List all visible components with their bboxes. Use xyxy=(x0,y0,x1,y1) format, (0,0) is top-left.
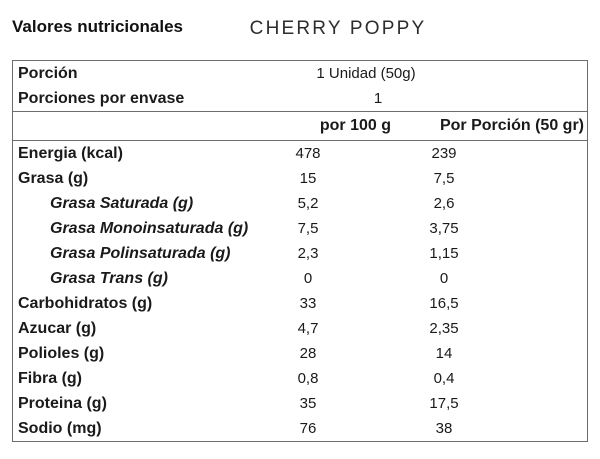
nutrient-row-azucar xyxy=(13,316,587,341)
section-title: Valores nutricionales xyxy=(12,17,184,36)
nutrient-row-carbohidratos xyxy=(13,291,587,316)
value-per-portion: 1,15 xyxy=(429,245,459,262)
value-per-portion: 17,5 xyxy=(429,395,459,412)
nutrient-label: Energia (kcal) xyxy=(18,145,123,162)
serving-size-label: Porción xyxy=(18,65,78,82)
value-per-100g: 76 xyxy=(299,420,317,437)
nutrient-label: Grasa Polinsaturada (g) xyxy=(50,245,231,262)
nutrient-label: Proteina (g) xyxy=(18,395,107,412)
nutrient-row-grasa-monoinsaturada xyxy=(13,216,587,241)
serving-size-value: 1 Unidad (50g) xyxy=(316,65,416,82)
value-per-100g: 15 xyxy=(299,170,317,187)
nutrient-label: Grasa Saturada (g) xyxy=(50,195,194,212)
nutrient-row-grasa-trans xyxy=(13,266,587,291)
value-per-100g: 5,2 xyxy=(297,195,319,212)
value-per-portion: 2,6 xyxy=(433,195,455,212)
servings-per-pack-value: 1 xyxy=(373,90,383,107)
nutrient-row-grasa-polinsaturada xyxy=(13,241,587,266)
value-per-portion: 14 xyxy=(435,345,453,362)
serving-size-row xyxy=(13,61,587,86)
value-per-100g: 478 xyxy=(295,145,321,162)
value-per-100g: 33 xyxy=(299,295,317,312)
value-per-100g: 7,5 xyxy=(297,220,319,237)
value-per-100g: 0,8 xyxy=(297,370,319,387)
value-per-portion: 0 xyxy=(439,270,449,287)
value-per-portion: 7,5 xyxy=(433,170,455,187)
value-per-portion: 3,75 xyxy=(429,220,459,237)
nutrition-table xyxy=(12,60,588,442)
nutrient-row-grasa xyxy=(13,166,587,191)
nutrient-row-fibra xyxy=(13,366,587,391)
nutrient-label: Sodio (mg) xyxy=(18,420,102,437)
product-name: CHERRY POPPY xyxy=(249,18,427,39)
nutrient-label: Carbohidratos (g) xyxy=(18,295,153,312)
nutrient-row-sodio xyxy=(13,416,587,441)
servings-per-pack-row xyxy=(13,86,587,111)
nutrient-row-polioles xyxy=(13,341,587,366)
nutrient-row-grasa-saturada xyxy=(13,191,587,216)
value-per-100g: 35 xyxy=(299,395,317,412)
value-per-portion: 0,4 xyxy=(433,370,455,387)
nutrient-row-proteina xyxy=(13,391,587,416)
column-header-per-100g: por 100 g xyxy=(319,117,391,134)
value-per-100g: 0 xyxy=(303,270,313,287)
value-per-100g: 2,3 xyxy=(297,245,319,262)
value-per-portion: 38 xyxy=(435,420,453,437)
column-header-row xyxy=(13,111,587,141)
nutrient-label: Fibra (g) xyxy=(18,370,82,387)
value-per-100g: 4,7 xyxy=(297,320,319,337)
nutrient-row-energia xyxy=(13,141,587,166)
value-per-100g: 28 xyxy=(299,345,317,362)
column-header-per-portion: Por Porción (50 gr) xyxy=(439,117,584,134)
value-per-portion: 2,35 xyxy=(429,320,459,337)
value-per-portion: 239 xyxy=(431,145,457,162)
value-per-portion: 16,5 xyxy=(429,295,459,312)
nutrient-label: Azucar (g) xyxy=(18,320,97,337)
nutrient-label: Grasa Trans (g) xyxy=(50,270,168,287)
nutrient-label: Grasa Monoinsaturada (g) xyxy=(50,220,249,237)
servings-per-pack-label: Porciones por envase xyxy=(18,90,185,107)
nutrient-label: Polioles (g) xyxy=(18,345,105,362)
nutrient-label: Grasa (g) xyxy=(18,170,89,187)
